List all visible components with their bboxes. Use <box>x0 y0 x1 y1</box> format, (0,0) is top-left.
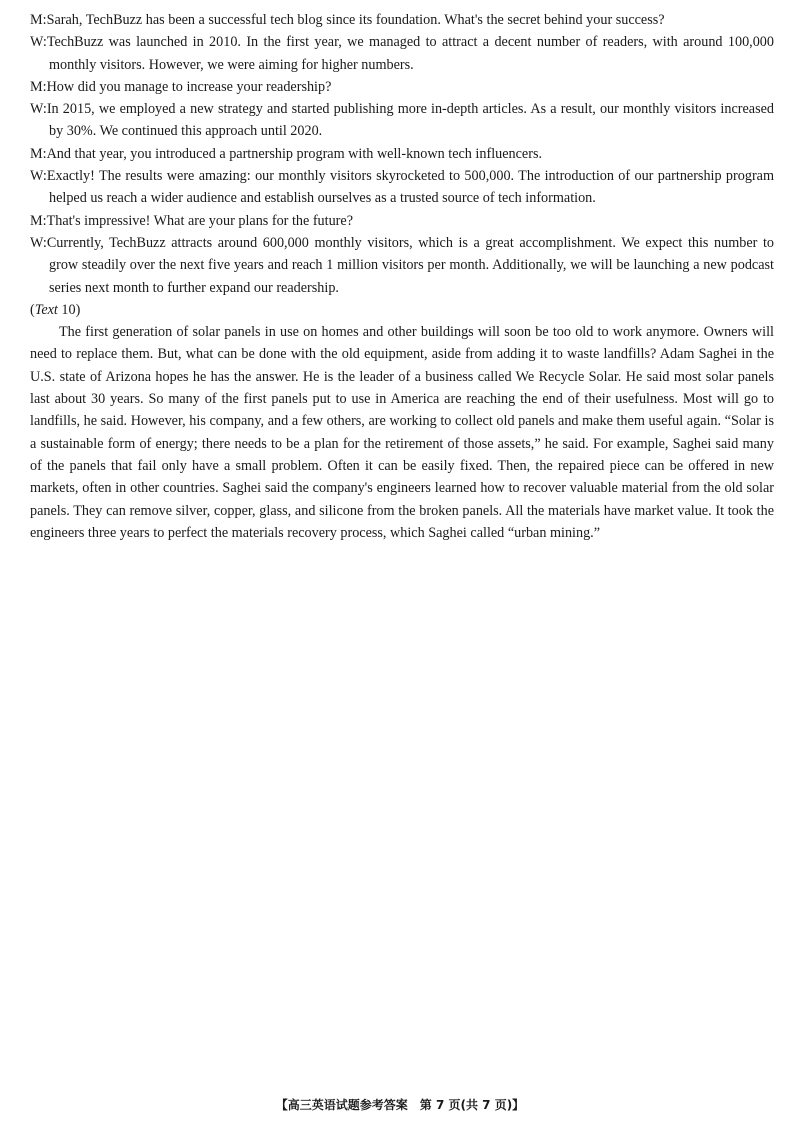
section-label-open: ( <box>30 301 35 318</box>
section-label-text: Text <box>34 301 58 318</box>
dialogue-line <box>30 143 774 165</box>
dialogue-text: Exactly! The results were amazing: our monthly visitors skyrocketed to 500,000. The introduction of our partnership program helped us reach a wider audience and establish ourselves as a trusted source of tech information. <box>46 168 774 207</box>
dialogue-text: Sarah, TechBuzz has been a successful tech blog since its foundation. What's the secret behind your success? <box>46 12 665 28</box>
section-label-number: 10) <box>57 301 81 318</box>
dialogue-text: That's impressive! What are your plans for the future? <box>46 212 353 229</box>
speaker-label: M: <box>30 212 47 229</box>
speaker-label: M: <box>30 78 47 95</box>
speaker-label: W: <box>30 234 47 251</box>
dialogue-line <box>30 210 774 232</box>
section-label <box>30 299 774 321</box>
dialogue-line <box>30 9 774 31</box>
dialogue-line <box>30 76 774 98</box>
passage-paragraph: The first generation of solar panels in use on homes and other buildings will soon be too old to work anymore. Owners will need to replace them. But, what can be done with the old equipment, aside from adding it to waste landfills? Adam Saghei in the U.S. state of Arizona hopes he has the answer. He is the leader of a business called We Recycle Solar. He said most solar panels last about 30 years. So many of the first panels put to use in America are reaching the end of their usefulness. Most will go to landfills, he said. However, his company, and a few others, are working to collect old panels and make them useful again. “Solar is a sustainable form of energy; there needs to be a plan for the retirement of those assets,” he said. For example, Saghei said many of the panels that fail only have a small problem. Often it can be easily fixed. Then, the repaired piece can be offered in new markets, often in other countries. Saghei said the company's engineers learned how to recover valuable material from the old solar panels. They can remove silver, copper, glass, and silicone from the broken panels. All the materials have market value. It took the engineers three years to perfect the materials recovery process, which Saghei called “urban mining.” <box>30 324 774 541</box>
dialogue-text: Currently, TechBuzz attracts around 600,000 monthly visitors, which is a great accomplishment. We expect this number to grow steadily over the next five years and reach 1 million visitors per month. Additionally, we will be launching a new podcast series next month to further expand our readership. <box>46 234 774 296</box>
dialogue-line <box>30 232 774 299</box>
dialogue-text: TechBuzz was launched in 2010. In the first year, we managed to attract a decent number of readers, with around 100,000 monthly visitors. However, we were aiming for higher numbers. <box>46 34 774 73</box>
document-body <box>30 9 774 544</box>
speaker-label: M: <box>30 145 47 162</box>
dialogue-line <box>30 165 774 210</box>
dialogue-text: And that year, you introduced a partnership program with well-known tech influencers. <box>46 145 543 162</box>
speaker-label: M: <box>30 12 47 28</box>
dialogue-line <box>30 98 774 143</box>
speaker-label: W: <box>30 34 47 51</box>
dialogue-text: In 2015, we employed a new strategy and started publishing more in-depth articles. As a result, our monthly visitors increased by 30%. We continued this approach until 2020. <box>46 101 774 140</box>
speaker-label: W: <box>30 168 47 185</box>
speaker-label: W: <box>30 101 47 118</box>
dialogue-text: How did you manage to increase your readership? <box>46 78 332 95</box>
dialogue-line <box>30 31 774 76</box>
page-footer: 【高三英语试题参考答案 第 7 页(共 7 页)】 <box>275 1098 525 1112</box>
